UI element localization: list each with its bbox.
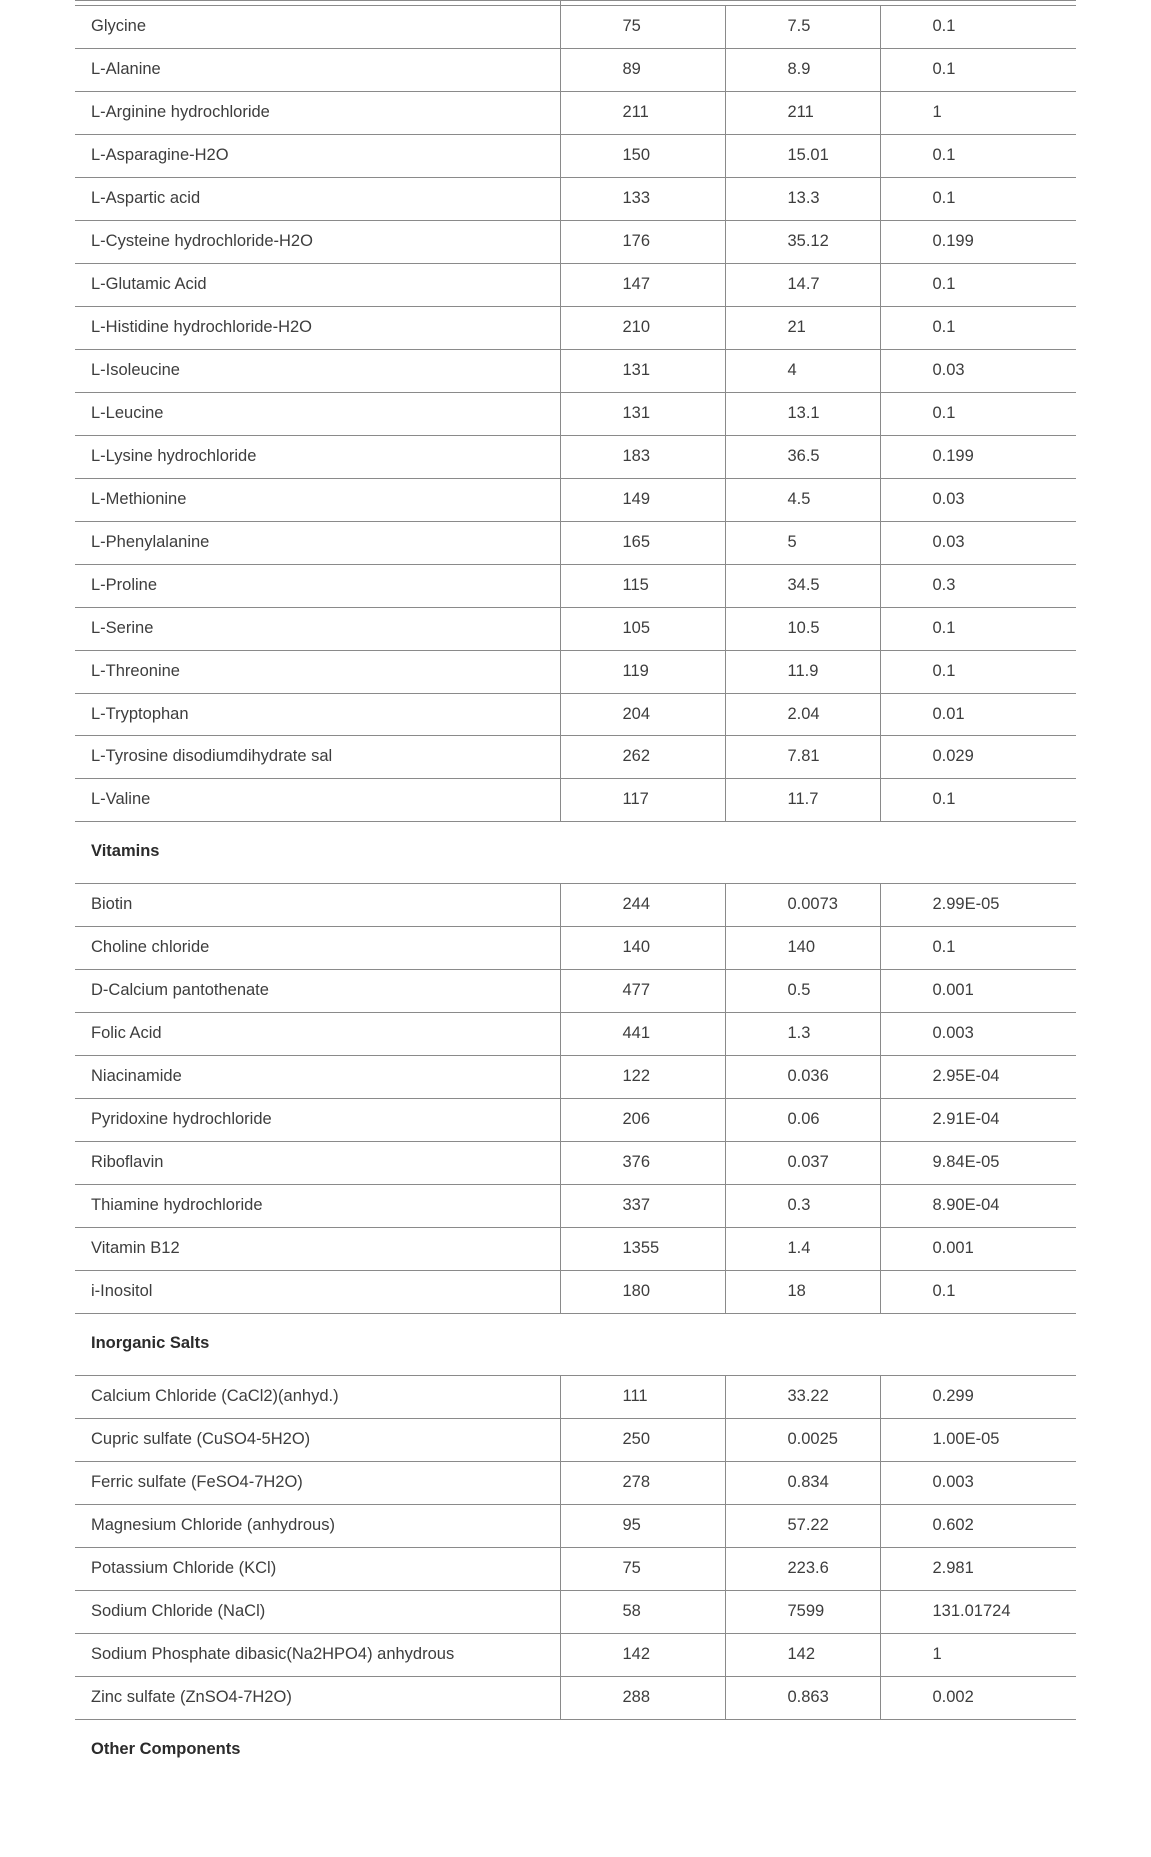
table-row xyxy=(75,736,1076,779)
table-row xyxy=(75,564,1076,607)
component-name-cell: L-Leucine xyxy=(75,392,560,435)
concentration-mgl-cell: 4 xyxy=(725,349,880,392)
concentration-mgl-cell: 2.04 xyxy=(725,693,880,736)
section-header-row xyxy=(75,1314,1076,1376)
concentration-mgl-cell: 0.0025 xyxy=(725,1419,880,1462)
concentration-mm-cell: 2.99E-05 xyxy=(880,884,1076,927)
table-row xyxy=(75,884,1076,927)
concentration-mgl-cell: 0.0073 xyxy=(725,884,880,927)
component-name-cell: Ferric sulfate (FeSO4-7H2O) xyxy=(75,1461,560,1504)
concentration-mm-cell: 0.1 xyxy=(880,1271,1076,1314)
component-name-cell: L-Threonine xyxy=(75,650,560,693)
molecular-weight-cell: 183 xyxy=(560,435,725,478)
molecular-weight-cell: 95 xyxy=(560,1504,725,1547)
component-name-cell: L-Serine xyxy=(75,607,560,650)
table-row xyxy=(75,1185,1076,1228)
concentration-mm-cell: 0.1 xyxy=(880,48,1076,91)
concentration-mgl-cell: 142 xyxy=(725,1633,880,1676)
section-header-label: Inorganic Salts xyxy=(75,1314,1076,1376)
concentration-mm-cell: 0.199 xyxy=(880,220,1076,263)
concentration-mm-cell: 2.91E-04 xyxy=(880,1099,1076,1142)
table-row xyxy=(75,970,1076,1013)
table-row xyxy=(75,91,1076,134)
concentration-mm-cell: 2.981 xyxy=(880,1547,1076,1590)
table-row xyxy=(75,1419,1076,1462)
concentration-mm-cell: 0.1 xyxy=(880,6,1076,49)
concentration-mgl-cell: 0.834 xyxy=(725,1461,880,1504)
table-row xyxy=(75,306,1076,349)
table-row xyxy=(75,392,1076,435)
section-header-row xyxy=(75,822,1076,884)
molecular-weight-cell: 180 xyxy=(560,1271,725,1314)
concentration-mgl-cell: 0.5 xyxy=(725,970,880,1013)
concentration-mgl-cell: 211 xyxy=(725,91,880,134)
component-name-cell: L-Phenylalanine xyxy=(75,521,560,564)
molecular-weight-cell: 140 xyxy=(560,927,725,970)
table-row xyxy=(75,1228,1076,1271)
molecular-weight-cell: 1355 xyxy=(560,1228,725,1271)
table-row xyxy=(75,779,1076,822)
concentration-mm-cell: 0.001 xyxy=(880,970,1076,1013)
concentration-mm-cell: 0.03 xyxy=(880,478,1076,521)
table-body xyxy=(75,1,1076,1781)
table-row xyxy=(75,1056,1076,1099)
molecular-weight-cell: 149 xyxy=(560,478,725,521)
component-name-cell: L-Cysteine hydrochloride-H2O xyxy=(75,220,560,263)
component-name-cell: L-Tryptophan xyxy=(75,693,560,736)
concentration-mm-cell: 131.01724 xyxy=(880,1590,1076,1633)
molecular-weight-cell: 262 xyxy=(560,736,725,779)
concentration-mgl-cell: 33.22 xyxy=(725,1376,880,1419)
concentration-mgl-cell: 0.06 xyxy=(725,1099,880,1142)
concentration-mgl-cell: 7.81 xyxy=(725,736,880,779)
formulation-table xyxy=(75,0,1076,1781)
table-row xyxy=(75,1099,1076,1142)
concentration-mm-cell: 0.1 xyxy=(880,177,1076,220)
concentration-mm-cell: 0.1 xyxy=(880,306,1076,349)
molecular-weight-cell: 147 xyxy=(560,263,725,306)
molecular-weight-cell: 278 xyxy=(560,1461,725,1504)
molecular-weight-cell: 105 xyxy=(560,607,725,650)
component-name-cell: Choline chloride xyxy=(75,927,560,970)
section-header-row xyxy=(75,1719,1076,1780)
molecular-weight-cell: 89 xyxy=(560,48,725,91)
concentration-mm-cell: 0.002 xyxy=(880,1676,1076,1719)
component-name-cell: Zinc sulfate (ZnSO4-7H2O) xyxy=(75,1676,560,1719)
molecular-weight-cell: 58 xyxy=(560,1590,725,1633)
component-name-cell: Vitamin B12 xyxy=(75,1228,560,1271)
molecular-weight-cell: 206 xyxy=(560,1099,725,1142)
concentration-mm-cell: 1 xyxy=(880,91,1076,134)
component-name-cell: L-Histidine hydrochloride-H2O xyxy=(75,306,560,349)
table-row xyxy=(75,1590,1076,1633)
concentration-mgl-cell: 36.5 xyxy=(725,435,880,478)
table-row xyxy=(75,1142,1076,1185)
component-name-cell: L-Alanine xyxy=(75,48,560,91)
molecular-weight-cell: 111 xyxy=(560,1376,725,1419)
table-row xyxy=(75,1633,1076,1676)
component-name-cell: L-Lysine hydrochloride xyxy=(75,435,560,478)
concentration-mgl-cell: 1.4 xyxy=(725,1228,880,1271)
concentration-mgl-cell: 7.5 xyxy=(725,6,880,49)
molecular-weight-cell: 150 xyxy=(560,134,725,177)
concentration-mgl-cell: 35.12 xyxy=(725,220,880,263)
component-name-cell: Potassium Chloride (KCl) xyxy=(75,1547,560,1590)
component-name-cell: L-Methionine xyxy=(75,478,560,521)
table-row xyxy=(75,1504,1076,1547)
section-header-label: Other Components xyxy=(75,1719,1076,1780)
table-row xyxy=(75,1271,1076,1314)
component-name-cell: Cupric sulfate (CuSO4-5H2O) xyxy=(75,1419,560,1462)
molecular-weight-cell: 288 xyxy=(560,1676,725,1719)
component-name-cell: L-Tyrosine disodiumdihydrate sal xyxy=(75,736,560,779)
concentration-mgl-cell: 15.01 xyxy=(725,134,880,177)
molecular-weight-cell: 210 xyxy=(560,306,725,349)
molecular-weight-cell: 131 xyxy=(560,392,725,435)
table-row xyxy=(75,1676,1076,1719)
molecular-weight-cell: 122 xyxy=(560,1056,725,1099)
molecular-weight-cell: 115 xyxy=(560,564,725,607)
concentration-mm-cell: 0.602 xyxy=(880,1504,1076,1547)
concentration-mm-cell: 0.1 xyxy=(880,263,1076,306)
concentration-mgl-cell: 21 xyxy=(725,306,880,349)
concentration-mm-cell: 2.95E-04 xyxy=(880,1056,1076,1099)
component-name-cell: Glycine xyxy=(75,6,560,49)
concentration-mm-cell: 0.1 xyxy=(880,927,1076,970)
concentration-mgl-cell: 0.3 xyxy=(725,1185,880,1228)
concentration-mgl-cell: 14.7 xyxy=(725,263,880,306)
molecular-weight-cell: 176 xyxy=(560,220,725,263)
concentration-mm-cell: 1 xyxy=(880,1633,1076,1676)
concentration-mgl-cell: 0.036 xyxy=(725,1056,880,1099)
concentration-mgl-cell: 8.9 xyxy=(725,48,880,91)
molecular-weight-cell: 204 xyxy=(560,693,725,736)
molecular-weight-cell: 211 xyxy=(560,91,725,134)
concentration-mm-cell: 0.03 xyxy=(880,349,1076,392)
component-name-cell: L-Isoleucine xyxy=(75,349,560,392)
concentration-mm-cell: 0.3 xyxy=(880,564,1076,607)
concentration-mgl-cell: 223.6 xyxy=(725,1547,880,1590)
table-row xyxy=(75,607,1076,650)
component-name-cell: Sodium Chloride (NaCl) xyxy=(75,1590,560,1633)
concentration-mm-cell: 0.199 xyxy=(880,435,1076,478)
concentration-mm-cell: 0.1 xyxy=(880,392,1076,435)
component-name-cell: i-Inositol xyxy=(75,1271,560,1314)
table-row xyxy=(75,650,1076,693)
molecular-weight-cell: 131 xyxy=(560,349,725,392)
molecular-weight-cell: 376 xyxy=(560,1142,725,1185)
component-name-cell: Calcium Chloride (CaCl2)(anhyd.) xyxy=(75,1376,560,1419)
concentration-mm-cell: 0.029 xyxy=(880,736,1076,779)
molecular-weight-cell: 441 xyxy=(560,1013,725,1056)
concentration-mgl-cell: 4.5 xyxy=(725,478,880,521)
component-name-cell: Niacinamide xyxy=(75,1056,560,1099)
concentration-mm-cell: 0.001 xyxy=(880,1228,1076,1271)
table-row xyxy=(75,1461,1076,1504)
table-row xyxy=(75,1547,1076,1590)
concentration-mgl-cell: 7599 xyxy=(725,1590,880,1633)
component-name-cell: Thiamine hydrochloride xyxy=(75,1185,560,1228)
component-name-cell: Folic Acid xyxy=(75,1013,560,1056)
concentration-mm-cell: 0.1 xyxy=(880,779,1076,822)
molecular-weight-cell: 75 xyxy=(560,1547,725,1590)
concentration-mgl-cell: 5 xyxy=(725,521,880,564)
molecular-weight-cell: 117 xyxy=(560,779,725,822)
component-name-cell: L-Glutamic Acid xyxy=(75,263,560,306)
concentration-mgl-cell: 10.5 xyxy=(725,607,880,650)
concentration-mgl-cell: 11.9 xyxy=(725,650,880,693)
molecular-weight-cell: 119 xyxy=(560,650,725,693)
table-row xyxy=(75,134,1076,177)
concentration-mm-cell: 1.00E-05 xyxy=(880,1419,1076,1462)
molecular-weight-cell: 477 xyxy=(560,970,725,1013)
table-row xyxy=(75,435,1076,478)
table-row xyxy=(75,220,1076,263)
molecular-weight-cell: 244 xyxy=(560,884,725,927)
component-name-cell: Biotin xyxy=(75,884,560,927)
molecular-weight-cell: 165 xyxy=(560,521,725,564)
table-row xyxy=(75,6,1076,49)
concentration-mgl-cell: 34.5 xyxy=(725,564,880,607)
component-name-cell: L-Asparagine-H2O xyxy=(75,134,560,177)
table-row xyxy=(75,927,1076,970)
concentration-mm-cell: 8.90E-04 xyxy=(880,1185,1076,1228)
component-name-cell: L-Valine xyxy=(75,779,560,822)
table-row xyxy=(75,349,1076,392)
component-name-cell: Pyridoxine hydrochloride xyxy=(75,1099,560,1142)
component-name-cell: L-Proline xyxy=(75,564,560,607)
concentration-mm-cell: 0.1 xyxy=(880,607,1076,650)
concentration-mgl-cell: 13.3 xyxy=(725,177,880,220)
concentration-mm-cell: 9.84E-05 xyxy=(880,1142,1076,1185)
table-row xyxy=(75,693,1076,736)
concentration-mgl-cell: 1.3 xyxy=(725,1013,880,1056)
concentration-mm-cell: 0.1 xyxy=(880,134,1076,177)
table-row xyxy=(75,521,1076,564)
molecular-weight-cell: 337 xyxy=(560,1185,725,1228)
concentration-mm-cell: 0.003 xyxy=(880,1013,1076,1056)
table-row xyxy=(75,263,1076,306)
concentration-mm-cell: 0.01 xyxy=(880,693,1076,736)
section-header-label: Vitamins xyxy=(75,822,1076,884)
component-name-cell: L-Aspartic acid xyxy=(75,177,560,220)
molecular-weight-cell: 75 xyxy=(560,6,725,49)
concentration-mgl-cell: 140 xyxy=(725,927,880,970)
component-name-cell: L-Arginine hydrochloride xyxy=(75,91,560,134)
concentration-mgl-cell: 0.037 xyxy=(725,1142,880,1185)
concentration-mm-cell: 0.03 xyxy=(880,521,1076,564)
molecular-weight-cell: 133 xyxy=(560,177,725,220)
concentration-mgl-cell: 57.22 xyxy=(725,1504,880,1547)
table-row xyxy=(75,48,1076,91)
concentration-mm-cell: 0.1 xyxy=(880,650,1076,693)
molecular-weight-cell: 142 xyxy=(560,1633,725,1676)
table-row xyxy=(75,478,1076,521)
table-row xyxy=(75,177,1076,220)
molecular-weight-cell: 250 xyxy=(560,1419,725,1462)
concentration-mm-cell: 0.003 xyxy=(880,1461,1076,1504)
component-name-cell: Riboflavin xyxy=(75,1142,560,1185)
concentration-mgl-cell: 13.1 xyxy=(725,392,880,435)
table-row xyxy=(75,1013,1076,1056)
component-name-cell: Magnesium Chloride (anhydrous) xyxy=(75,1504,560,1547)
concentration-mgl-cell: 18 xyxy=(725,1271,880,1314)
concentration-mm-cell: 0.299 xyxy=(880,1376,1076,1419)
concentration-mgl-cell: 11.7 xyxy=(725,779,880,822)
table-row xyxy=(75,1376,1076,1419)
component-name-cell: D-Calcium pantothenate xyxy=(75,970,560,1013)
component-name-cell: Sodium Phosphate dibasic(Na2HPO4) anhydrous xyxy=(75,1633,560,1676)
concentration-mgl-cell: 0.863 xyxy=(725,1676,880,1719)
